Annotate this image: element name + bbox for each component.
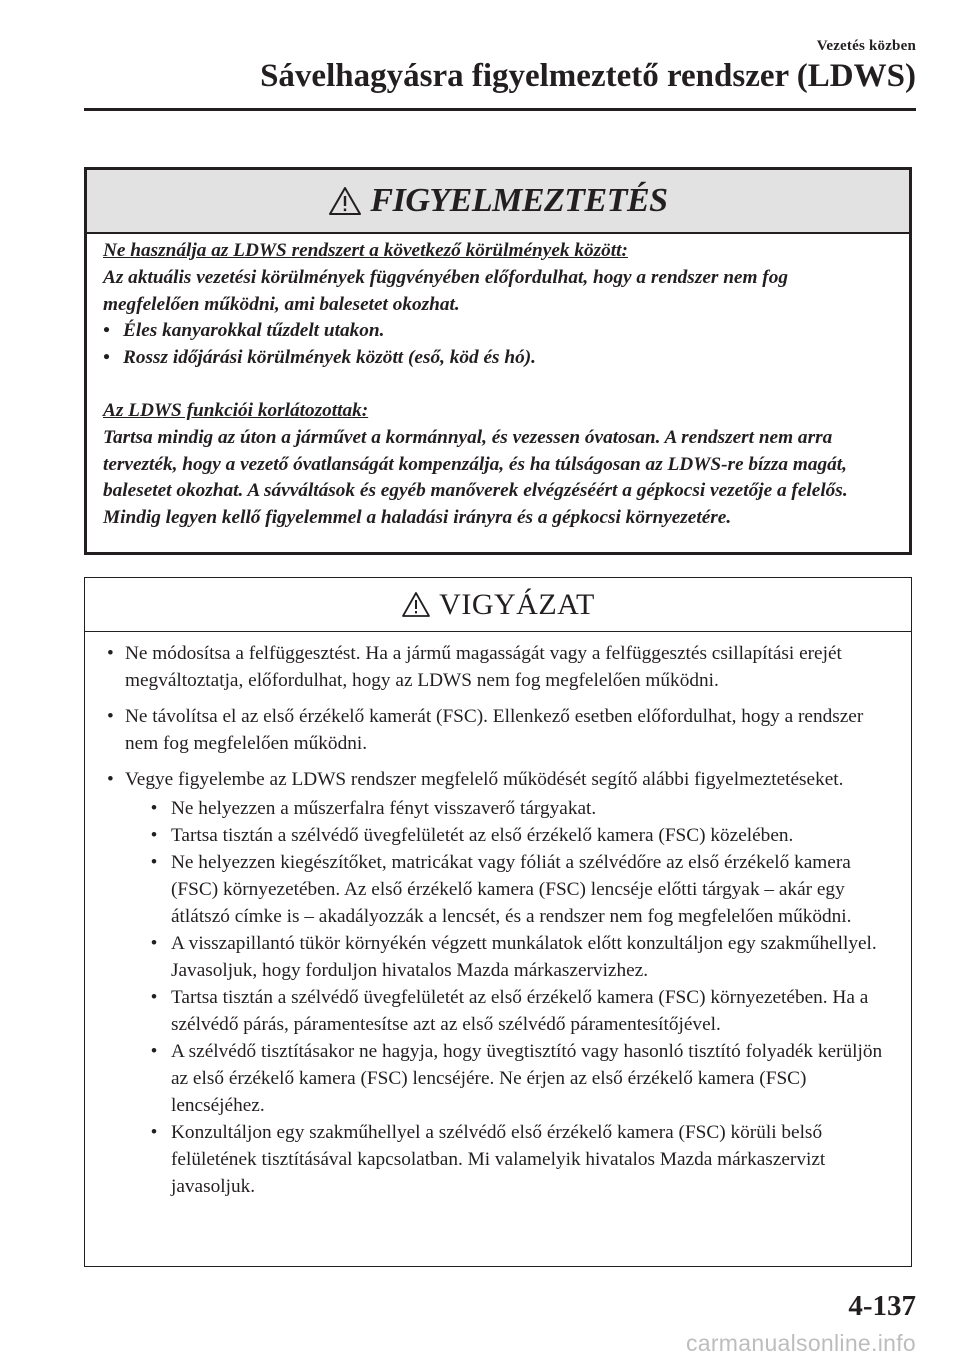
sub-list-item — [143, 984, 891, 1038]
warning-heading-2: Az LDWS funkciói korlátozottak: — [103, 399, 369, 421]
warning-bullet-2: Rossz időjárási körülmények között (eső, köd és hó). — [123, 347, 536, 369]
caution-subitem-6: A szélvédő tisztításakor ne hagyja, hogy üvegtisztító vagy hasonló tisztító folyadék kerüljön az első érzékelő kamera (FSC) lencséjére. Ne érjen az első érzékelő kamera (FSC) lencséjéhez. — [171, 1041, 883, 1116]
bullet-icon: • — [107, 643, 114, 664]
caution-sublist — [143, 795, 891, 1200]
list-item — [107, 640, 891, 694]
caution-subitem-1: Ne helyezzen a műszerfalra fényt visszaverő tárgyakat. — [171, 798, 597, 819]
warning-text-2: Tartsa mindig az úton a járművet a kormánnyal, és vezessen óvatosan. A rendszert nem arra tervezték, hogy a vezető óvatlanságát kompenzálja, és ha túlságosan az LDWS-re bízza magát, balesetet okozhat. A sávváltások és egyéb manőverek elvégzéséért a gépkocsi vezetője a felelős. Mindig legyen kellő figyelemmel a haladási irányra és a gépkocsi környezetére. — [103, 426, 848, 529]
caution-subitem-4: A visszapillantó tükör környékén végzett munkálatok előtt konzultáljon egy szakműhellyel. Javasoljuk, hogy forduljon hivatalos Mazda márkaszervizhez. — [171, 933, 877, 981]
sub-list-item — [143, 795, 891, 822]
bullet-icon: • — [150, 987, 158, 1008]
list-item — [103, 318, 879, 345]
sub-list-item — [143, 930, 891, 984]
caution-item-3: Vegye figyelembe az LDWS rendszer megfelelő működését segítő alábbi figyelmeztetéseket. — [125, 769, 844, 790]
list-item — [103, 345, 879, 372]
caution-subitem-3: Ne helyezzen kiegészítőket, matricákat vagy fóliát a szélvédőre az első érzékelő kamera (FSC) környezetében. Az első érzékelő kamera (FSC) lencséje előtti tárgyak – akár egy átlátszó címke is – akadályozzák a lencsét, és a rendszer nem fog megfelelően működni. — [171, 852, 852, 927]
bullet-icon: • — [150, 933, 158, 954]
bullet-icon: • — [150, 852, 158, 873]
caution-body — [85, 632, 911, 1200]
bullet-icon: • — [150, 1041, 158, 1062]
page-title: Sávelhagyásra figyelmeztető rendszer (LDWS) — [260, 58, 916, 94]
sub-list-item — [143, 1038, 891, 1119]
warning-bullet-1: Éles kanyarokkal tűzdelt utakon. — [123, 320, 385, 342]
bullet-icon: • — [150, 1122, 158, 1143]
watermark: carmanualsonline.info — [685, 1330, 916, 1356]
bullet-icon: • — [150, 825, 158, 846]
caution-subitem-5: Tartsa tisztán a szélvédő üvegfelületét az első érzékelő kamera (FSC) környezetében. Ha a szélvédő párás, páramentesítse azt az első szélvédő páramentesítőjével. — [171, 987, 869, 1035]
warning-box — [84, 167, 912, 555]
caution-subitem-7: Konzultáljon egy szakműhellyel a szélvédő első érzékelő kamera (FSC) körüli belső felületének tisztításával kapcsolatban. Mi valamelyik hivatalos Mazda márkaszervizt javasoljuk. — [171, 1122, 826, 1197]
caution-box — [84, 577, 912, 1267]
warning-title: FIGYELMEZTETÉS — [370, 182, 668, 219]
section-label: Vezetés közben — [816, 38, 916, 54]
bullet-icon: • — [107, 769, 114, 790]
warning-triangle-icon — [328, 186, 362, 216]
caution-title: VIGYÁZAT — [439, 587, 595, 621]
warning-text-1: Az aktuális vezetési körülmények függvényében előfordulhat, hogy a rendszer nem fog megfelelően működni, ami balesetet okozhat. — [103, 266, 789, 315]
warning-body — [87, 234, 909, 532]
warning-triangle-icon — [401, 591, 431, 618]
caution-item-1: Ne módosítsa a felfüggesztést. Ha a jármű magasságát vagy a felfüggesztés csillapítási erejét megváltoztatja, előfordulhat, hogy az LDWS nem fog megfelelően működni. — [125, 643, 842, 691]
caution-subitem-2: Tartsa tisztán a szélvédő üvegfelületét az első érzékelő kamera (FSC) közelében. — [171, 825, 794, 846]
bullet-icon: • — [107, 706, 114, 727]
caution-header — [85, 578, 911, 632]
sub-list-item — [143, 849, 891, 930]
warning-heading-1: Ne használja az LDWS rendszert a következő körülmények között: — [103, 240, 628, 261]
sub-list-item — [143, 1119, 891, 1200]
title-rule — [84, 108, 916, 111]
list-item — [107, 766, 891, 1200]
warning-header — [87, 170, 909, 234]
caution-item-2: Ne távolítsa el az első érzékelő kamerát (FSC). Ellenkező esetben előfordulhat, hogy a rendszer nem fog megfelelően működni. — [125, 706, 864, 754]
page-number: 4-137 — [848, 1290, 916, 1322]
list-item — [107, 703, 891, 757]
bullet-icon: • — [150, 798, 158, 819]
bullet-icon: • — [103, 320, 110, 342]
bullet-icon: • — [103, 347, 110, 369]
sub-list-item — [143, 822, 891, 849]
